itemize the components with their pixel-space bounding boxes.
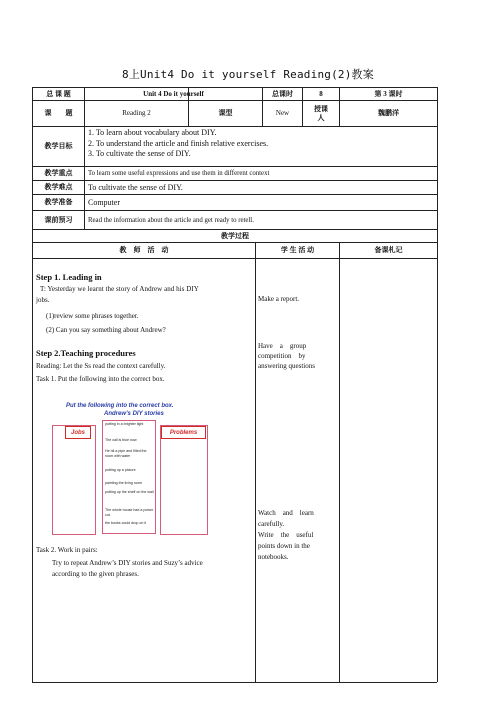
picture-instruction: Put the following into the correct box.	[66, 403, 174, 409]
step1-question: (1)review some phrases together.	[46, 312, 139, 320]
phrase-item: The call is blue now	[105, 438, 137, 442]
task2-instruction-cont: according to the given phrases.	[52, 570, 139, 578]
jobs-label: Jobs	[65, 426, 91, 439]
student-text-line: Have a group	[258, 342, 307, 350]
jobs-box	[52, 425, 96, 535]
teacher-label: 授课人	[314, 104, 328, 122]
document-title: 8上Unit4 Do it yourself Reading(2)教案	[122, 68, 374, 81]
objectives-list	[88, 128, 433, 160]
picture-title: Andrew’s DIY stories	[104, 411, 164, 417]
phrase-item: putting in a brighter light	[105, 422, 144, 426]
step1-text-cont: jobs.	[36, 296, 50, 304]
step2-heading: Step 2.Teaching procedures	[36, 348, 136, 358]
student-text-line: points down in the	[258, 542, 310, 550]
student-text-line: Watch and learn	[258, 509, 314, 517]
lesson-type-label: 课型	[218, 109, 233, 117]
total-periods-value: 8	[319, 89, 323, 98]
phrase-item: painting the living room	[105, 481, 142, 485]
total-topic-label: 总 课 题	[46, 89, 71, 98]
key-point-value: To learn some useful expressions and use them in different context	[88, 170, 270, 177]
objective-item: 2. To understand the article and finish relative exercises.	[88, 138, 269, 148]
task2-text: Task 2. Work in pairs:	[36, 546, 98, 554]
table-border	[32, 682, 437, 683]
teacher-name: 魏鹏洋	[378, 109, 399, 117]
student-activity-header: 学 生 活 动	[280, 246, 315, 254]
step1-question: (2) Can you say something about Andrew?	[46, 326, 166, 334]
lesson-value: Reading 2	[122, 109, 151, 117]
total-topic-value: Unit 4 Do it yourself	[143, 89, 204, 98]
student-text-line: notebooks.	[258, 553, 289, 561]
task2-instruction: Try to repeat Andrew’s DIY stories and Suzy’s advice	[52, 559, 203, 567]
task1-text: Task 1. Put the following into the correct box.	[36, 375, 165, 383]
objective-item: 3. To cultivate the sense of DIY.	[88, 149, 191, 158]
preview-label: 课前预习	[44, 215, 73, 224]
table-border	[32, 258, 437, 259]
process-label: 教学过程	[221, 231, 249, 240]
student-text-line: answering questions	[258, 362, 315, 370]
objectives-label: 教学目标	[44, 142, 73, 150]
student-text-line: competition by	[258, 352, 306, 360]
phrase-item: putting up a picture	[105, 468, 136, 472]
student-activity-report: Make a report.	[258, 295, 300, 303]
step1-heading: Step 1. Leading in	[36, 272, 102, 282]
table-border	[339, 242, 340, 682]
difficulty-value: To cultivate the sense of DIY.	[88, 183, 183, 192]
problems-box	[160, 425, 208, 535]
lesson-type-value: New	[275, 109, 290, 117]
phrase-item: He hit a pipe and filled the room with water	[105, 449, 147, 458]
difficulty-label: 教学难点	[44, 183, 73, 191]
preview-value: Read the information about the article and get ready to retell.	[88, 216, 254, 224]
preparation-value: Computer	[88, 198, 120, 207]
problems-label: Problems	[161, 426, 206, 439]
student-text-line: carefully.	[258, 520, 285, 528]
table-border	[32, 126, 437, 127]
table-border	[255, 242, 256, 682]
phrase-item: The whole house had a power cut.	[105, 508, 154, 517]
notes-header: 备课札记	[374, 246, 403, 254]
teacher-activity-header: 教 师 活 动	[119, 246, 169, 254]
objective-item: 1. To learn about vocabulary about DIY.	[88, 128, 217, 137]
period-number: 第 3 课时	[374, 89, 403, 98]
step1-text: T: Yesterday we learnt the story of Andrew and his DIY	[40, 285, 199, 293]
table-border	[437, 87, 438, 682]
phrase-item: the books could drop on it	[105, 521, 147, 525]
key-point-label: 教学重点	[44, 169, 73, 177]
student-activity-competition	[258, 341, 336, 371]
preparation-label: 教学准备	[44, 198, 73, 206]
total-periods-label: 总课时	[272, 89, 293, 98]
lesson-label: 课 题	[44, 109, 73, 117]
exercise-image	[36, 401, 220, 540]
phrase-item: putting up the shelf on the wall	[105, 490, 154, 494]
step2-text: Reading: Let the Ss read the context carefully.	[36, 362, 166, 370]
student-activity-watch	[258, 508, 336, 563]
student-text-line: Write the useful	[258, 531, 314, 539]
